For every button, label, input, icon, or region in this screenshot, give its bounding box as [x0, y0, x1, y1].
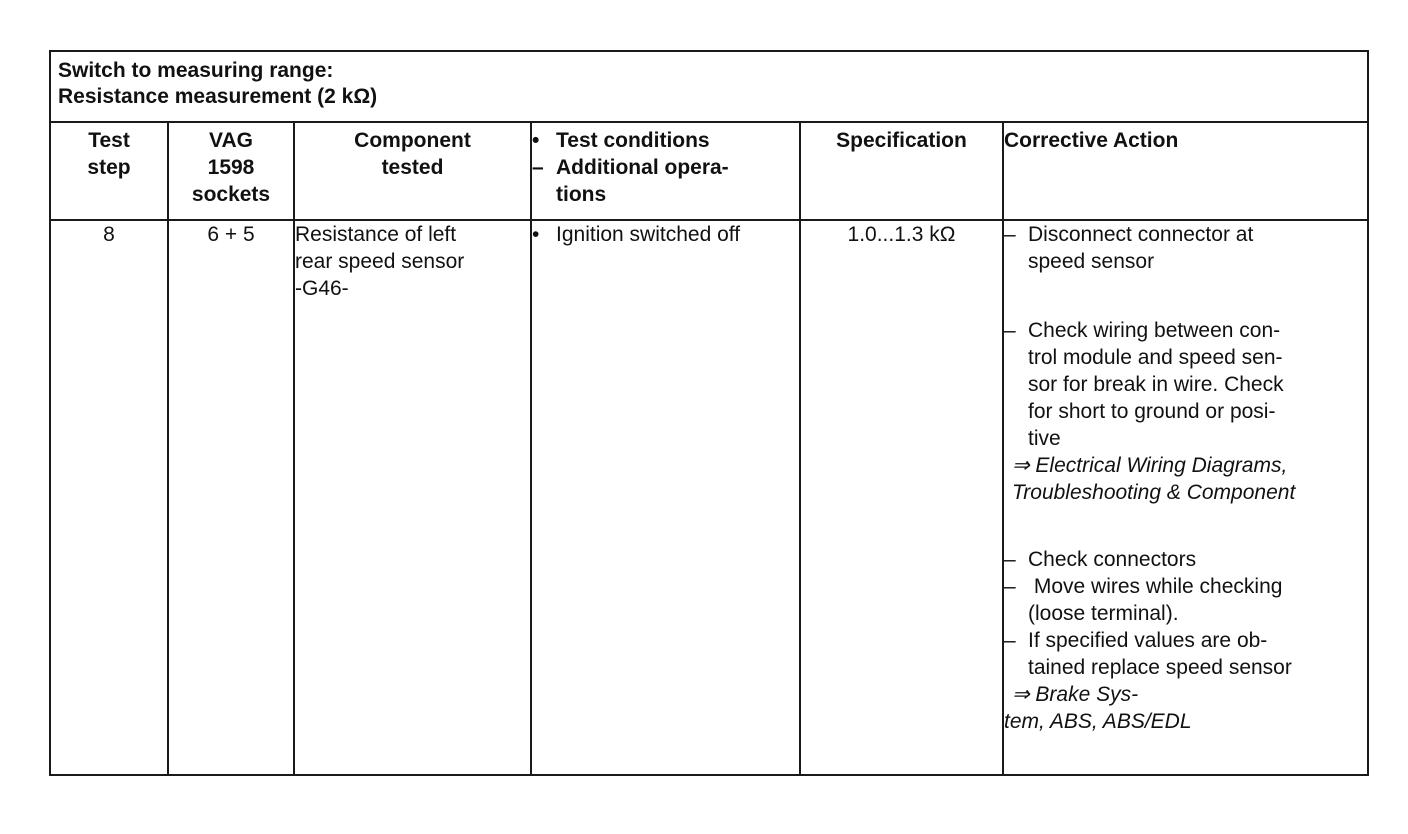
resistance-range-title: Resistance measurement (2 kΩ)	[58, 85, 378, 108]
corrective-action-list	[1003, 220, 1367, 774]
action-item-move-wires: – Move wires while checking (loose terminal).	[1004, 575, 1283, 625]
action-item-replace-sensor: – If specified values are ob- tained replace speed sensor	[1004, 629, 1292, 679]
test-step-value: 8	[51, 220, 168, 774]
condition-value	[531, 220, 800, 774]
wiring-diagrams-reference[interactable]: ⇒ Electrical Wiring Diagrams, Troubleshooting & Component	[1012, 454, 1296, 504]
col-header-test-step: Test step	[51, 123, 168, 220]
col-header-vag-sockets: VAG 1598 sockets	[168, 123, 294, 220]
header-bullet-additional-operations: – Additional opera- tions	[532, 156, 729, 206]
col-header-test-conditions	[531, 123, 800, 220]
test-table	[49, 50, 1369, 776]
col-header-component-tested: Component tested	[294, 123, 531, 220]
measuring-range-title: Switch to measuring range:	[58, 59, 334, 82]
col-header-specification: Specification	[800, 123, 1003, 220]
col-header-corrective-action: Corrective Action	[1003, 123, 1367, 220]
test-step-grid	[51, 123, 1367, 774]
sockets-value: 6 + 5	[168, 220, 294, 774]
action-item-disconnect: – Disconnect connector at speed sensor	[1004, 223, 1254, 273]
table-row	[51, 220, 1367, 774]
action-item-check-wiring: – Check wiring between con- trol module and speed sen- sor for break in wire. Check for short to ground or posi- tive	[1004, 319, 1284, 450]
action-item-check-connectors: – Check connectors	[1004, 548, 1197, 571]
brake-system-reference[interactable]: ⇒ Brake Sys- tem, ABS, ABS/EDL	[1004, 683, 1192, 733]
specification-value: 1.0...1.3 kΩ	[800, 220, 1003, 774]
column-header-row	[51, 123, 1367, 220]
component-value: Resistance of left rear speed sensor -G46-	[294, 220, 531, 774]
condition-bullet: • Ignition switched off	[532, 223, 741, 246]
header-bullet-test-conditions: • Test conditions	[532, 129, 710, 152]
measuring-range-header	[51, 52, 1367, 123]
